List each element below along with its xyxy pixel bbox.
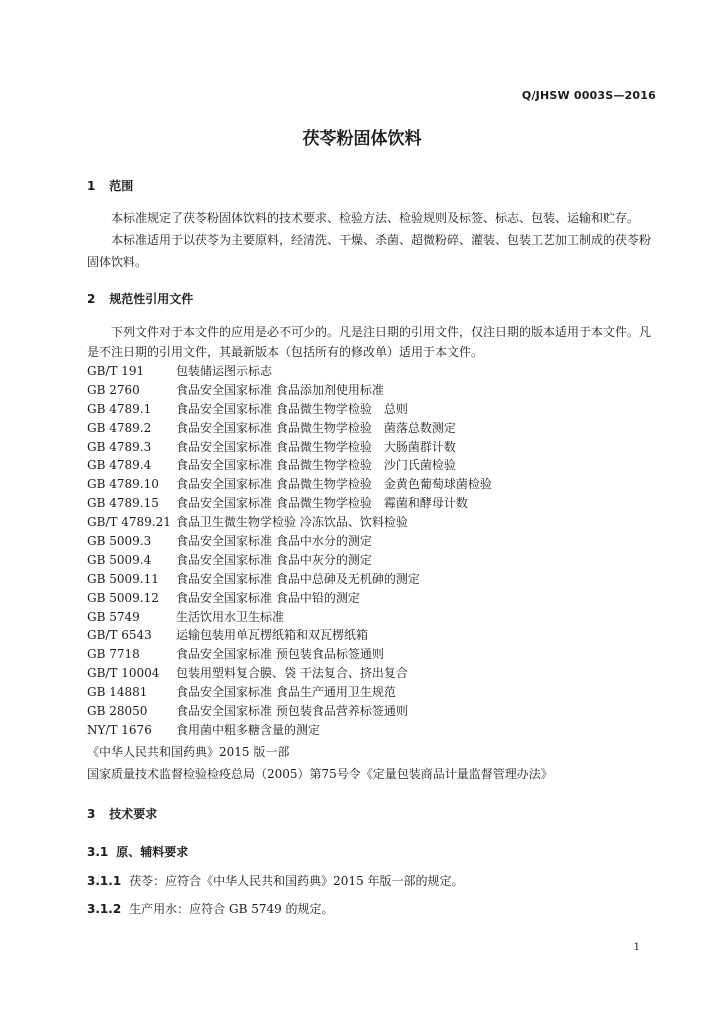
list-item: GB/T 191 包装储运图示标志 xyxy=(87,364,273,378)
list-item: GB 4789.15 食品安全国家标准 食品微生物学检验 霉菌和酵母计数 xyxy=(87,496,468,511)
list-item: GB 5009.3 食品安全国家标准 食品中水分的测定 xyxy=(87,534,372,549)
normative-references-list xyxy=(87,362,667,740)
list-item: GB 4789.3 食品安全国家标准 食品微生物学检验 大肠菌群计数 xyxy=(87,439,456,454)
subsection-3-1-2: 3.1.2 生产用水：应符合 GB 5749 的规定。 xyxy=(87,902,334,916)
paragraph: 本标准适用于以茯苓为主要原料，经清洗、干燥、杀菌、超微粉碎、灌装、包装工艺加工制成的茯苓粉固体饮料。 xyxy=(87,233,652,269)
list-item: GB/T 6543 运输包装用单瓦楞纸箱和双瓦楞纸箱 xyxy=(87,628,369,643)
section-number: 2 xyxy=(87,292,96,306)
section-number: 1 xyxy=(87,179,96,193)
list-item: GB/T 10004 包装用塑料复合膜、袋 干法复合、挤出复合 xyxy=(87,666,408,681)
list-item: GB 5009.4 食品安全国家标准 食品中灰分的测定 xyxy=(87,552,372,567)
section-title: 规范性引用文件 xyxy=(109,292,194,306)
list-item: GB 4789.1 食品安全国家标准 食品微生物学检验 总则 xyxy=(87,401,408,416)
section-title: 范围 xyxy=(109,179,134,193)
reference-regulation: 国家质量技术监督检验检疫总局（2005）第75号令《定量包装商品计量监督管理办法》 xyxy=(87,767,553,781)
section-1-heading xyxy=(87,177,133,194)
document-title: 茯苓粉固体饮料 xyxy=(302,129,422,149)
list-item: GB 2760 食品安全国家标准 食品添加剂使用标准 xyxy=(87,382,384,397)
reference-pharmacopoeia: 《中华人民共和国药典》2015 版一部 xyxy=(87,745,290,759)
list-item: GB 4789.2 食品安全国家标准 食品微生物学检验 菌落总数测定 xyxy=(87,420,456,435)
paragraph: 本标准规定了茯苓粉固体饮料的技术要求、检验方法、检验规则及标签、标志、包装、运输和贮存。 xyxy=(111,211,640,225)
section-number: 3 xyxy=(87,807,96,821)
subsection-3-1-1: 3.1.1 茯苓：应符合《中华人民共和国药典》2015 年版一部的规定。 xyxy=(87,874,464,888)
list-item: GB 5749 生活饮用水卫生标准 xyxy=(87,609,285,624)
list-item: GB 4789.4 食品安全国家标准 食品微生物学检验 沙门氏菌检验 xyxy=(87,458,456,473)
section-1-body xyxy=(87,207,657,273)
document-code: Q/JHSW 0003S—2016 xyxy=(521,89,656,102)
list-item: GB/T 4789.21 食品卫生微生物学检验 冷冻饮品、饮料检验 xyxy=(87,515,408,530)
list-item: GB 28050 食品安全国家标准 预包装食品营养标签通则 xyxy=(87,704,408,719)
list-item: GB 14881 食品安全国家标准 食品生产通用卫生规范 xyxy=(87,685,396,700)
list-item: GB 5009.12 食品安全国家标准 食品中铅的测定 xyxy=(87,590,360,605)
section-2-heading xyxy=(87,290,193,307)
page-number: 1 xyxy=(633,942,640,953)
list-item: GB 7718 食品安全国家标准 预包装食品标签通则 xyxy=(87,647,384,662)
section-title: 技术要求 xyxy=(109,807,158,821)
subsection-3-1: 3.1 原、辅料要求 xyxy=(87,845,189,859)
section-3-heading xyxy=(87,805,157,822)
list-item: NY/T 1676 食用菌中粗多糖含量的测定 xyxy=(87,722,321,737)
section-2-intro: 下列文件对于本文件的应用是必不可少的。凡是注日期的引用文件，仅注日期的版本适用于本文件。凡是不注日期的引用文件，其最新版本（包括所有的修改单）适用于本文件。 xyxy=(87,325,652,359)
list-item: GB 4789.10 食品安全国家标准 食品微生物学检验 金黄色葡萄球菌检验 xyxy=(87,477,492,492)
list-item: GB 5009.11 食品安全国家标准 食品中总砷及无机砷的测定 xyxy=(87,571,420,586)
